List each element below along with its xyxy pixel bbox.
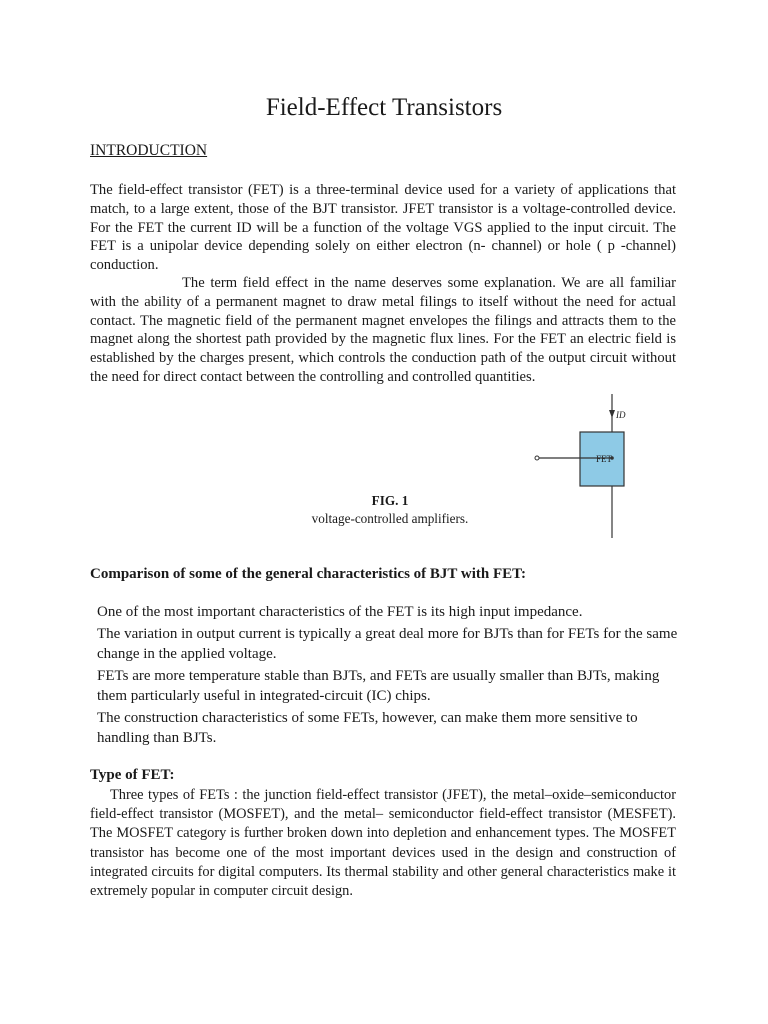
list-item: The construction characteristics of some FETs, however, can make them more sensitive to handling than BJTs. — [97, 710, 638, 746]
list-item: FETs are more temperature stable than BJTs, and FETs are usually smaller than BJTs, making them particularly useful in integrated-circuit (IC) chips. — [97, 668, 660, 704]
fet-figure — [528, 390, 628, 540]
intro-paragraph-2: The term field effect in the name deserves some explanation. We are all familiar with the ability of a permanent magnet to draw metal filings to itself without the need for actual contact. The magnetic field of the permanent magnet envelopes the filings and attracts them to the magnet along the shortest path provided by the magnetic flux lines. For the FET an electric field is established by the charges present, which controls the conduction path of the output circuit without the need for direct contact between the controlling and controlled quantities. — [90, 275, 676, 385]
figure-label: FIG. 1 — [371, 493, 409, 508]
introduction-heading: INTRODUCTION — [90, 142, 208, 159]
comparison-list — [97, 602, 679, 750]
fet-box-label: FET — [596, 454, 613, 464]
list-item: The variation in output current is typically a great deal more for BJTs than for FETs for the same change in the applied voltage. — [97, 626, 678, 662]
intro-paragraph-1: The field-effect transistor (FET) is a three-terminal device used for a variety of applications that match, to a large extent, those of the BJT transistor. JFET transistor is a voltage-controlled device. For the FET the current ID will be a function of the voltage VGS applied to the input circuit. The FET is a unipolar device depending solely on either electron (n- channel) or hole ( p -channel) conduction. — [90, 182, 676, 274]
list-item: One of the most important characteristics of the FET is its high input impedance. — [97, 604, 583, 620]
comparison-heading: Comparison of some of the general characteristics of BJT with FET: — [90, 566, 527, 582]
current-label: ID — [616, 410, 626, 420]
type-paragraph: Three types of FETs : the junction field-effect transistor (JFET), the metal–oxide–semiconductor field-effect transistor (MOSFET), and the metal– semiconductor field-effect transistor (MESFET). The MOSFET category is further broken down into depletion and enhancement types. The MOSFET transistor has become one of the most important devices used in the design and construction of integrated circuits for digital computers. Its thermal stability and other general characteristics make it extremely popular in computer circuit design. — [90, 787, 676, 900]
type-heading: Type of FET: — [90, 767, 175, 783]
page-title: Field-Effect Transistors — [265, 94, 503, 121]
current-arrow-icon — [609, 410, 615, 418]
figure-caption: voltage-controlled amplifiers. — [311, 511, 469, 526]
figure-caption-block — [270, 492, 510, 528]
input-terminal — [535, 456, 539, 460]
